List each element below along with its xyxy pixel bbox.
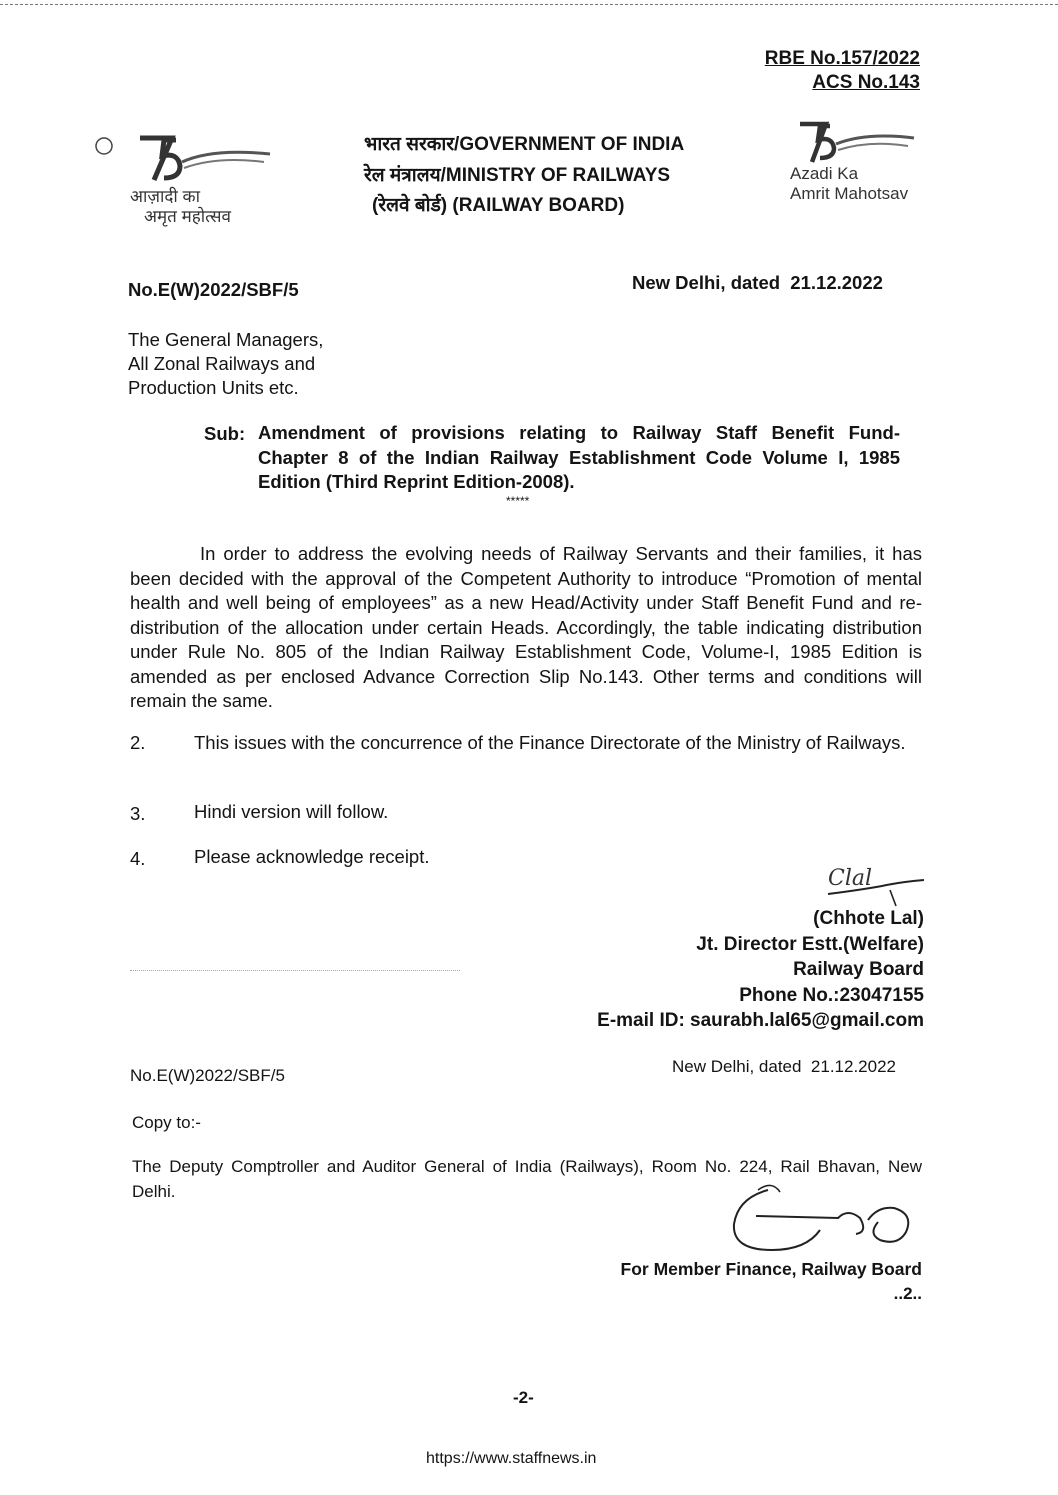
copy-to-label: Copy to:- <box>132 1113 201 1132</box>
paragraph-2-text: This issues with the concurrence of the Finance Directorate of the Ministry of Railways. <box>194 732 906 753</box>
logo-right-line1: Azadi Ka <box>790 164 859 183</box>
page-number: -2- <box>513 1388 534 1407</box>
azadi-logo-right <box>786 118 946 214</box>
logo-75-right-icon <box>786 118 946 168</box>
copy-date: New Delhi, dated 21.12.2022 <box>672 1057 896 1076</box>
paragraph-2-number: 2. <box>130 732 146 753</box>
for-member-finance: For Member Finance, Railway Board <box>620 1259 922 1279</box>
paragraph-3-text: Hindi version will follow. <box>194 801 389 822</box>
addressee-line: All Zonal Railways and <box>128 353 316 374</box>
rbe-number: RBE No.157/2022 <box>764 48 920 69</box>
scan-noise-line <box>130 970 460 971</box>
subject-stars: ***** <box>506 494 530 508</box>
file-number: No.E(W)2022/SBF/5 <box>128 279 299 300</box>
scan-top-border <box>0 4 1058 5</box>
paragraph-4-number: 4. <box>130 848 146 869</box>
signatory-name: (Chhote Lal) <box>813 908 924 929</box>
subject-text: Amendment of provisions relating to Railway Staff Benefit Fund- Chapter 8 of the Indian Railway Establishment Code Volume I, 1985 Edition (Third Reprint Edition-2008). <box>258 422 900 492</box>
logo-left-line2: अमृत महोत्सव <box>144 207 231 226</box>
letter-date: New Delhi, dated 21.12.2022 <box>632 272 883 293</box>
copy-recipient: The Deputy Comptroller and Auditor General of India (Railways), Room No. 224, Rail Bhavan, New Delhi. <box>132 1157 922 1201</box>
signature-member-finance <box>728 1178 918 1258</box>
signatory-phone: Phone No.:23047155 <box>739 984 924 1006</box>
paragraph-1-text: In order to address the evolving needs of Railway Servants and their families, it has been decided with the approval of the Competent Authority to introduce “Promotion of mental health and well being of employees” as a new Head/Activity under Staff Benefit Fund and re-distribution of the allocation under certain Heads. Accordingly, the table indicating distribution under Rule No. 805 of the Indian Railway Establishment Code, Volume-I, 1985 Edition is amended as per enclosed Advance Correction Slip No.143. Other terms and conditions will remain the same. <box>130 543 922 711</box>
govt-of-india: भारत सरकार/GOVERNMENT OF INDIA <box>364 134 685 155</box>
logo-right-line2: Amrit Mahotsav <box>790 184 909 203</box>
railway-board: (रेलवे बोर्ड) (RAILWAY BOARD) <box>372 195 625 216</box>
paragraph-2 <box>130 731 922 756</box>
copy-file-number: No.E(W)2022/SBF/5 <box>130 1066 285 1085</box>
subject-label: Sub: <box>204 423 246 444</box>
signatory-block <box>597 906 924 1034</box>
paragraph-1 <box>130 542 922 714</box>
signature-scribble-text: Clal <box>828 866 873 891</box>
ministry-of-railways: रेल मंत्रालय/MINISTRY OF RAILWAYS <box>364 165 671 186</box>
paragraph-3-number: 3. <box>130 803 146 824</box>
azadi-logo-left <box>92 128 282 228</box>
addressee-line: Production Units etc. <box>128 377 299 398</box>
signatory-designation: Jt. Director Estt.(Welfare) <box>696 933 924 955</box>
logo-left-line1: आज़ादी का <box>130 187 201 206</box>
addressee-line: The General Managers, <box>128 329 324 350</box>
signature-chhote-lal <box>820 864 930 908</box>
continued-marker: ..2.. <box>893 1284 922 1303</box>
addressee <box>128 328 323 400</box>
footer-url[interactable]: https://www.staffnews.in <box>426 1450 597 1467</box>
signatory-office: Railway Board <box>793 959 924 980</box>
signatory-email: E-mail ID: saurabh.lal65@gmail.com <box>597 1010 924 1031</box>
paragraph-4-text: Please acknowledge receipt. <box>194 846 430 867</box>
acs-number: ACS No.143 <box>812 72 920 93</box>
